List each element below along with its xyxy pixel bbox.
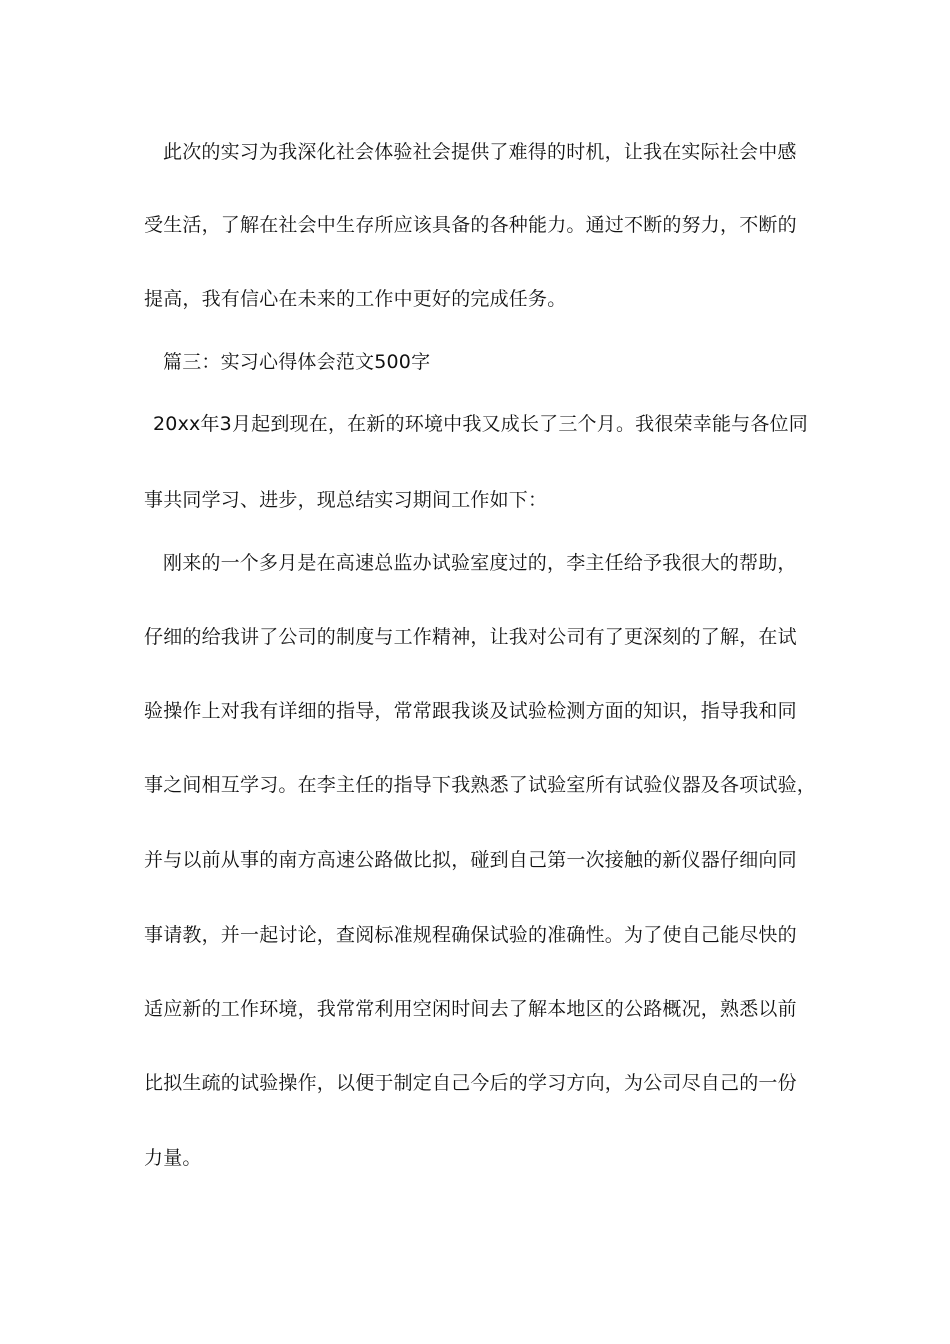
paragraph-3-line-8: 比拟生疏的试验操作，以便于制定自己今后的学习方向，为公司尽自己的一份 <box>144 1072 797 1094</box>
paragraph-3-line-5: 并与以前从事的南方高速公路做比拟，碰到自己第一次接触的新仪器仔细向同 <box>144 849 797 871</box>
paragraph-3-line-6: 事请教，并一起讨论，查阅标准规程确保试验的准确性。为了使自己能尽快的 <box>144 924 797 946</box>
paragraph-1-line-3: 提高，我有信心在未来的工作中更好的完成任务。 <box>144 288 567 310</box>
paragraph-3-line-9: 力量。 <box>144 1147 202 1169</box>
paragraph-3-line-2: 仔细的给我讲了公司的制度与工作精神，让我对公司有了更深刻的了解，在试 <box>144 626 797 648</box>
paragraph-2-line-2: 事共同学习、进步，现总结实习期间工作如下： <box>144 489 548 511</box>
paragraph-3-line-7: 适应新的工作环境，我常常利用空闲时间去了解本地区的公路概况，熟悉以前 <box>144 998 797 1020</box>
paragraph-2-line-1: 20xx年3月起到现在，在新的环境中我又成长了三个月。我很荣幸能与各位同 <box>153 413 808 435</box>
paragraph-1-line-1: 此次的实习为我深化社会体验社会提供了难得的时机，让我在实际社会中感 <box>163 141 797 163</box>
paragraph-3-line-3: 验操作上对我有详细的指导，常常跟我谈及试验检测方面的知识，指导我和同 <box>144 700 797 722</box>
section-heading: 篇三：实习心得体会范文500字 <box>163 351 431 373</box>
paragraph-3-line-1: 刚来的一个多月是在高速总监办试验室度过的，李主任给予我很大的帮助， <box>163 552 797 574</box>
paragraph-1-line-2: 受生活，了解在社会中生存所应该具备的各种能力。通过不断的努力，不断的 <box>144 214 797 236</box>
paragraph-3-line-4: 事之间相互学习。在李主任的指导下我熟悉了试验室所有试验仪器及各项试验， <box>144 774 817 796</box>
